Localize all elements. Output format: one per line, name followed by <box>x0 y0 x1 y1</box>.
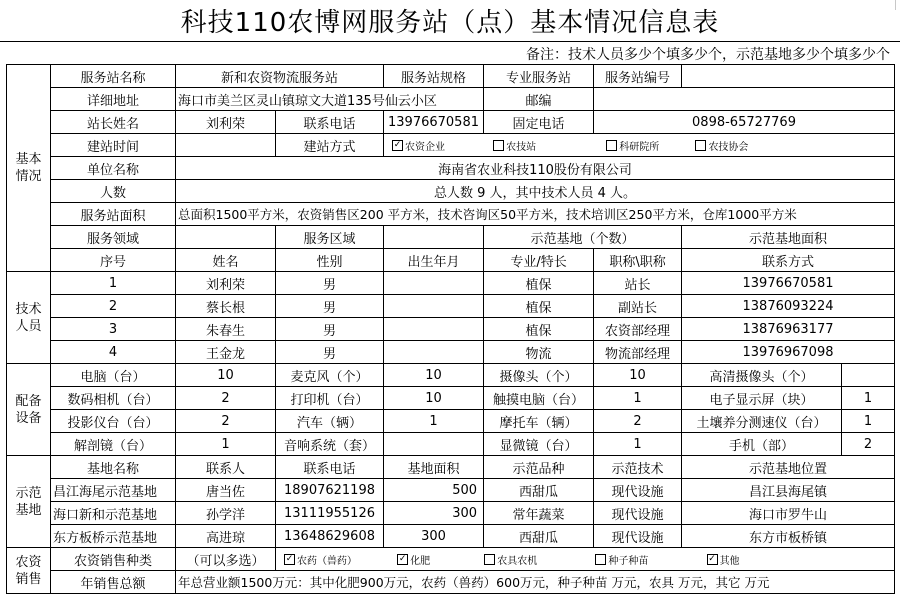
equip-label: 手机（部） <box>682 433 842 456</box>
equip-count[interactable]: 1 <box>842 387 895 410</box>
label-build-time: 建站时间 <box>51 134 176 157</box>
header-major: 专业/特长 <box>484 249 594 272</box>
header-name: 姓名 <box>176 249 276 272</box>
label-demo-count: 示范基地（个数） <box>484 226 682 249</box>
equip-label: 麦克风（个） <box>276 364 384 387</box>
station-spec[interactable]: 专业服务站 <box>484 65 594 88</box>
equip-row <box>7 433 895 456</box>
demo-header: 示范基地位置 <box>682 456 895 479</box>
label-sales-total: 年销售总额 <box>51 571 176 594</box>
row-sales-total <box>7 571 895 594</box>
equip-count[interactable]: 10 <box>384 364 484 387</box>
tech-name[interactable]: 刘利荣 <box>176 272 276 295</box>
remark-note: 备注：技术人员多少个填多少个，示范基地多少个填多少个 <box>526 47 890 63</box>
address[interactable]: 海口市美兰区灵山镇琼文大道135号仙云小区 <box>176 88 484 111</box>
label-manager: 站长姓名 <box>51 111 176 134</box>
equip-label: 摄像头（个） <box>484 364 594 387</box>
equip-count[interactable]: 1 <box>176 433 276 456</box>
tech-contact[interactable]: 13876963177 <box>682 318 895 341</box>
table-row <box>7 502 895 525</box>
equip-count[interactable]: 2 <box>594 410 682 433</box>
tech-gender[interactable]: 男 <box>276 295 384 318</box>
demo-header: 联系电话 <box>276 456 384 479</box>
demo-phone[interactable]: 18907621198 <box>276 479 384 502</box>
tech-gender[interactable]: 男 <box>276 318 384 341</box>
station-code[interactable] <box>682 65 895 88</box>
label-spec: 服务站规格 <box>384 65 484 88</box>
demo-name[interactable]: 东方板桥示范基地 <box>51 525 176 548</box>
demo-location[interactable]: 海口市罗牛山 <box>682 502 895 525</box>
tech-name[interactable]: 蔡长根 <box>176 295 276 318</box>
tech-birth[interactable] <box>384 295 484 318</box>
header-title: 职称\职称 <box>594 249 682 272</box>
checkbox-research-institute[interactable] <box>606 140 617 151</box>
equip-label: 摩托车（辆） <box>484 410 594 433</box>
demo-contact[interactable]: 孙学洋 <box>176 502 276 525</box>
demo-phone[interactable]: 13111955126 <box>276 502 384 525</box>
equip-count[interactable] <box>842 364 895 387</box>
tech-name[interactable]: 王金龙 <box>176 341 276 364</box>
unit-name[interactable]: 海南省农业科技110股份有限公司 <box>176 157 895 180</box>
demo-variety[interactable]: 西甜瓜 <box>484 479 594 502</box>
row-field <box>7 226 895 249</box>
equip-label: 汽车（辆） <box>276 410 384 433</box>
manager-name[interactable]: 刘利荣 <box>176 111 276 134</box>
equip-label: 触摸电脑（台） <box>484 387 594 410</box>
info-table <box>6 64 895 594</box>
tech-contact[interactable]: 13976670581 <box>682 272 895 295</box>
tech-major[interactable]: 植保 <box>484 318 594 341</box>
tech-no: 1 <box>51 272 176 295</box>
equip-label: 显微镜（台） <box>484 433 594 456</box>
label-demo-area: 示范基地面积 <box>682 226 895 249</box>
tech-gender[interactable]: 男 <box>276 272 384 295</box>
equip-label: 打印机（台） <box>276 387 384 410</box>
demo-name[interactable]: 昌江海尾示范基地 <box>51 479 176 502</box>
table-row <box>7 479 895 502</box>
equip-label: 土壤养分测速仪（台） <box>682 410 842 433</box>
checkbox-other[interactable]: ✓ <box>708 553 716 564</box>
fixed-phone[interactable]: 0898-65727769 <box>594 111 895 134</box>
tech-birth[interactable] <box>384 341 484 364</box>
label-fixed-phone: 固定电话 <box>484 111 594 134</box>
equip-count[interactable]: 1 <box>594 433 682 456</box>
row-sales-types <box>7 548 895 571</box>
manager-phone[interactable]: 13976670581 <box>384 111 484 134</box>
sales-total[interactable]: 年总营业额1500万元：其中化肥900万元，农药（兽药）600万元，种子种苗 万元，农具 万元，其它 万元 <box>176 571 895 594</box>
checkbox-pesticide[interactable]: ✓ <box>285 553 294 564</box>
tech-no: 3 <box>51 318 176 341</box>
sales-type-options: ✓ 农药（兽药） ✓ 化肥 农具农机 种子种苗 ✓ 其他 <box>276 548 895 571</box>
table-row <box>7 272 895 295</box>
row-tech-header <box>7 249 895 272</box>
row-people <box>7 180 895 203</box>
service-region[interactable] <box>384 226 484 249</box>
demo-header: 基地名称 <box>51 456 176 479</box>
row-unit <box>7 157 895 180</box>
tech-contact[interactable]: 13876093224 <box>682 295 895 318</box>
equip-count[interactable]: 2 <box>176 387 276 410</box>
label-postcode: 邮编 <box>484 88 594 111</box>
equip-row <box>7 364 895 387</box>
area-detail[interactable]: 总面积1500平方米，农资销售区200 平方米，技术咨询区50平方米，技术培训区250平方米，仓库1000平方米 <box>176 203 895 226</box>
table-row <box>7 295 895 318</box>
demo-header: 联系人 <box>176 456 276 479</box>
build-time[interactable] <box>176 134 276 157</box>
demo-header: 示范技术 <box>594 456 682 479</box>
label-area: 服务站面积 <box>51 203 176 226</box>
people-count[interactable]: 总人数 9 人，其中技术人员 4 人。 <box>176 180 895 203</box>
demo-area[interactable]: 300 <box>384 525 484 548</box>
section-basic: 基本 情况 <box>7 65 51 272</box>
section-equip: 配备 设备 <box>7 364 51 456</box>
label-people: 人数 <box>51 180 176 203</box>
row-address <box>7 88 895 111</box>
equip-count[interactable] <box>384 433 484 456</box>
demo-variety[interactable]: 西甜瓜 <box>484 525 594 548</box>
table-row <box>7 525 895 548</box>
checkbox-agri-association[interactable] <box>695 140 706 151</box>
demo-contact[interactable]: 唐当佐 <box>176 479 276 502</box>
demo-tech[interactable]: 现代设施 <box>594 502 682 525</box>
tech-contact[interactable]: 13976967098 <box>682 341 895 364</box>
equip-count[interactable]: 1 <box>384 410 484 433</box>
label-unit: 单位名称 <box>51 157 176 180</box>
tech-no: 2 <box>51 295 176 318</box>
equip-row <box>7 387 895 410</box>
row-station-name <box>7 65 895 88</box>
checkbox-agri-station[interactable] <box>493 140 504 151</box>
page-title: 科技110农博网服务站（点）基本情况信息表 <box>0 0 900 42</box>
cell-divider <box>895 0 896 10</box>
demo-name[interactable]: 海口新和示范基地 <box>51 502 176 525</box>
demo-header: 示范品种 <box>484 456 594 479</box>
tech-birth[interactable] <box>384 318 484 341</box>
equip-count[interactable]: 10 <box>176 364 276 387</box>
label-phone: 联系电话 <box>276 111 384 134</box>
service-field[interactable] <box>176 226 276 249</box>
checkbox-farm-tools[interactable] <box>484 554 495 565</box>
tech-title[interactable]: 物流部经理 <box>594 341 682 364</box>
demo-tech[interactable]: 现代设施 <box>594 479 682 502</box>
demo-location[interactable]: 昌江县海尾镇 <box>682 479 895 502</box>
label-region: 服务区域 <box>276 226 384 249</box>
demo-header: 基地面积 <box>384 456 484 479</box>
table-row <box>7 318 895 341</box>
header-birth: 出生年月 <box>384 249 484 272</box>
demo-location[interactable]: 东方市板桥镇 <box>682 525 895 548</box>
tech-major[interactable]: 物流 <box>484 341 594 364</box>
label-sales-types: 农资销售种类 <box>51 548 176 571</box>
tech-title[interactable]: 农资部经理 <box>594 318 682 341</box>
tech-birth[interactable] <box>384 272 484 295</box>
tech-no: 4 <box>51 341 176 364</box>
tech-title[interactable]: 站长 <box>594 272 682 295</box>
checkbox-fertilizer[interactable]: ✓ <box>398 553 407 564</box>
equip-row <box>7 410 895 433</box>
station-name[interactable]: 新和农资物流服务站 <box>176 65 384 88</box>
demo-header-row <box>7 456 895 479</box>
postcode[interactable] <box>594 88 895 111</box>
section-demo: 示范 基地 <box>7 456 51 548</box>
equip-label: 电子显示屏（块） <box>682 387 842 410</box>
equip-count[interactable]: 1 <box>594 387 682 410</box>
equip-label: 数码相机（台） <box>51 387 176 410</box>
header-no: 序号 <box>51 249 176 272</box>
tech-title[interactable]: 副站长 <box>594 295 682 318</box>
label-code: 服务站编号 <box>594 65 682 88</box>
equip-label: 电脑（台） <box>51 364 176 387</box>
demo-tech[interactable]: 现代设施 <box>594 525 682 548</box>
equip-count[interactable]: 2 <box>842 433 895 456</box>
tech-gender[interactable]: 男 <box>276 341 384 364</box>
row-area <box>7 203 895 226</box>
row-manager <box>7 111 895 134</box>
demo-variety[interactable]: 常年蔬菜 <box>484 502 594 525</box>
demo-phone[interactable]: 13648629608 <box>276 525 384 548</box>
header-contact: 联系方式 <box>682 249 895 272</box>
label-build-mode: 建站方式 <box>276 134 384 157</box>
equip-label: 投影仪台（台） <box>51 410 176 433</box>
equip-count[interactable]: 10 <box>384 387 484 410</box>
checkbox-seeds[interactable] <box>595 554 606 565</box>
equip-label: 音响系统（套） <box>276 433 384 456</box>
row-build <box>7 134 895 157</box>
label-multi-select: （可以多选） <box>176 548 276 571</box>
header-gender: 性别 <box>276 249 384 272</box>
equip-count[interactable]: 2 <box>176 410 276 433</box>
tech-name[interactable]: 朱春生 <box>176 318 276 341</box>
section-sales: 农资 销售 <box>7 548 51 594</box>
equip-count[interactable]: 10 <box>594 364 682 387</box>
build-mode-options: ✓ 农资企业 农技站 科研院所 农技协会 <box>384 134 895 157</box>
label-station-name: 服务站名称 <box>51 65 176 88</box>
label-address: 详细地址 <box>51 88 176 111</box>
label-field: 服务领域 <box>51 226 176 249</box>
tech-major[interactable]: 植保 <box>484 295 594 318</box>
checkbox-enterprise[interactable]: ✓ <box>393 139 402 150</box>
demo-contact[interactable]: 高进琼 <box>176 525 276 548</box>
equip-label: 解剖镜（台） <box>51 433 176 456</box>
equip-label: 高清摄像头（个） <box>682 364 842 387</box>
equip-count[interactable]: 1 <box>842 410 895 433</box>
tech-major[interactable]: 植保 <box>484 272 594 295</box>
demo-area[interactable]: 300 <box>384 502 484 525</box>
table-row <box>7 341 895 364</box>
section-tech: 技术 人员 <box>7 272 51 364</box>
demo-area[interactable]: 500 <box>384 479 484 502</box>
